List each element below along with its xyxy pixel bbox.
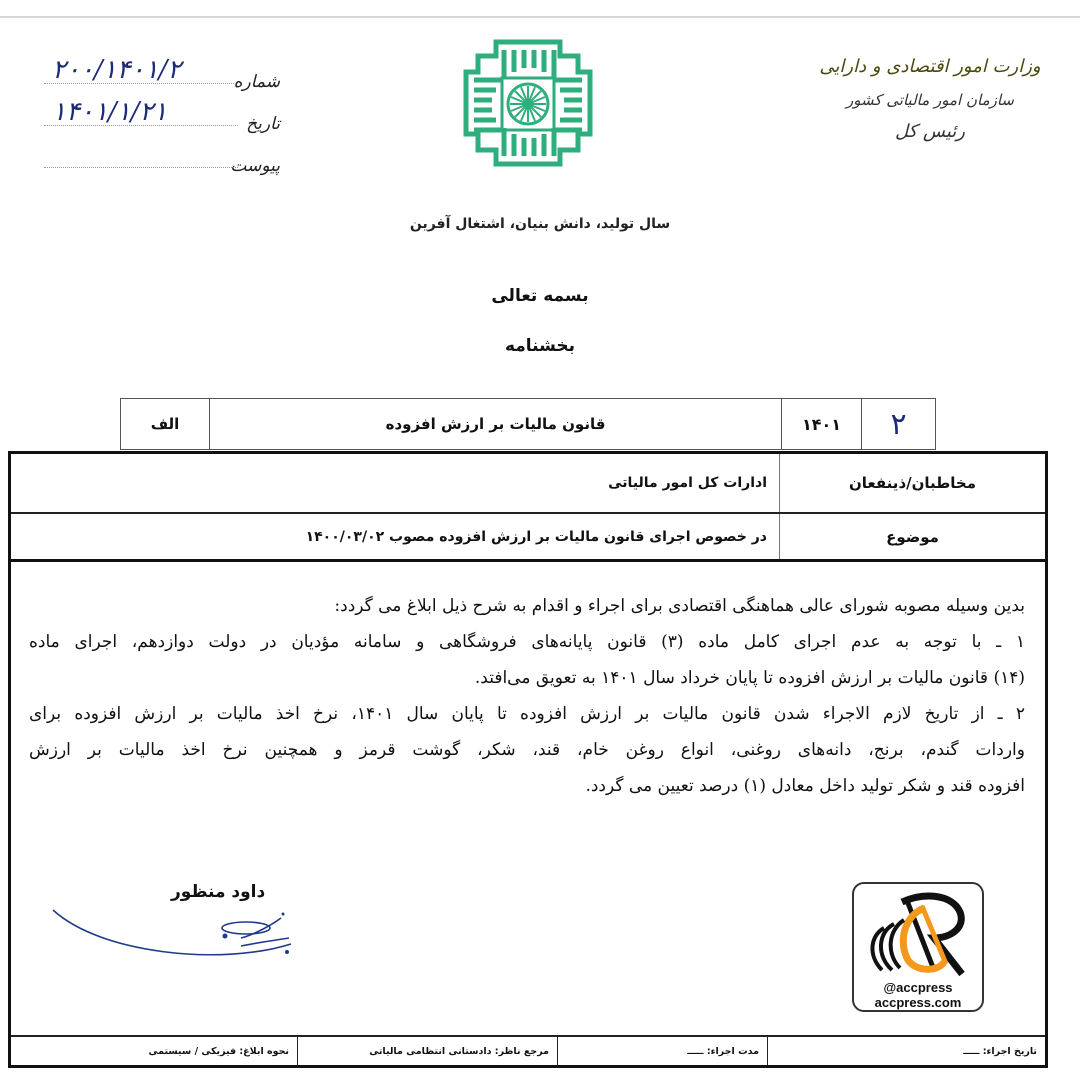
letter-number-value: ۲۰۰/۱۴۰۱/۲ [52,55,182,85]
letter-date-row [40,92,280,134]
watermark-handle: @accpress [883,980,953,995]
subject-label: موضوع [779,514,1045,559]
ministry-name: وزارت امور اقتصادی و دارایی [819,56,1041,77]
body-line: ۲ ـ از تاریخ لازم الاجراء شدن قانون مالیات بر ارزش افزوده تا پایان سال ۱۴۰۱، نرخ اخذ مالیات بر ارزش افزوده برای [29,704,1025,724]
circular-title: قانون مالیات بر ارزش افزوده [209,399,781,449]
letter-number-label: شماره [233,72,280,92]
circular-year: ۱۴۰۱ [781,399,861,449]
addressees-label: مخاطبان/ذینفعان [779,454,1045,512]
document-type: بخشنامه [504,336,576,356]
accpress-watermark [852,882,984,1012]
watermark-url: accpress.com [874,995,962,1010]
ministry-header [810,56,1050,142]
letter-date-label: تاریخ [246,114,280,134]
supervisory-reference: مرجع ناظر: دادستانی انتظامی مالیاتی [297,1037,557,1065]
signature-icon [41,904,301,974]
body-line: ۱ ـ با توجه به عدم اجرای کامل ماده (۳) قانون پایانه‌های فروشگاهی و سامانه مؤدیان در دولت دوازدهم، اجرای ماده [29,632,1025,652]
bismillah: بسمه تعالی [491,286,589,306]
body-line: بدین وسیله مصوبه شورای عالی هماهنگی اقتصادی برای اجراء و اقدام به شرح ذیل ابلاغ می گردد: [334,596,1025,616]
top-divider [0,16,1080,18]
year-slogan: سال تولید، دانش بنیان، اشتغال آفرین [409,216,671,232]
accpress-logo-icon [864,890,976,978]
circular-series: الف [150,415,180,433]
organization-name: سازمان امور مالیاتی کشور [846,91,1014,109]
letter-date-value: ۱۴۰۱/۱/۲۱ [52,97,168,127]
body-line: افزوده قند و شکر تولید داخل معادل (۱) درصد تعیین می گردد. [585,776,1025,796]
circular-number: ۲ [861,399,935,449]
notification-method: نحوه ابلاغ: فیزیکی / سیستمی [148,1045,289,1057]
execution-period: مدت اجراء: ـــــ [557,1037,767,1065]
issuer-title: رئیس کل [894,121,965,142]
execution-date: تاریخ اجراء: ـــــ [767,1037,1045,1065]
addressees-row [11,454,1045,514]
addressees-value: ادارات کل امور مالیاتی [608,475,767,491]
footer-info-row [11,1035,1045,1065]
body-line: (۱۴) قانون مالیات بر ارزش افزوده تا پایان خرداد سال ۱۴۰۱ به تعویق می‌افتد. [474,668,1025,688]
letter-attachment-label: پیوست [230,156,280,176]
body-line: واردات گندم، برنج، دانه‌های روغنی، انواع روغن خام، قند، شکر، گوشت قرمز و همچنین نرخ اخذ مالیات بر ارزش [29,740,1025,760]
tax-administration-logo-icon [462,38,594,168]
subject-row [11,514,1045,562]
signer-name: داود منظور [171,882,266,902]
letter-attachment-row [40,134,280,176]
subject-value: در خصوص اجرای قانون مالیات بر ارزش افزوده مصوب ۱۴۰۰/۰۳/۰۲ [305,528,767,545]
letter-meta [40,50,280,176]
circular-id-table [120,398,936,450]
letter-number-row [40,50,280,92]
circular-body-text [29,588,1025,804]
